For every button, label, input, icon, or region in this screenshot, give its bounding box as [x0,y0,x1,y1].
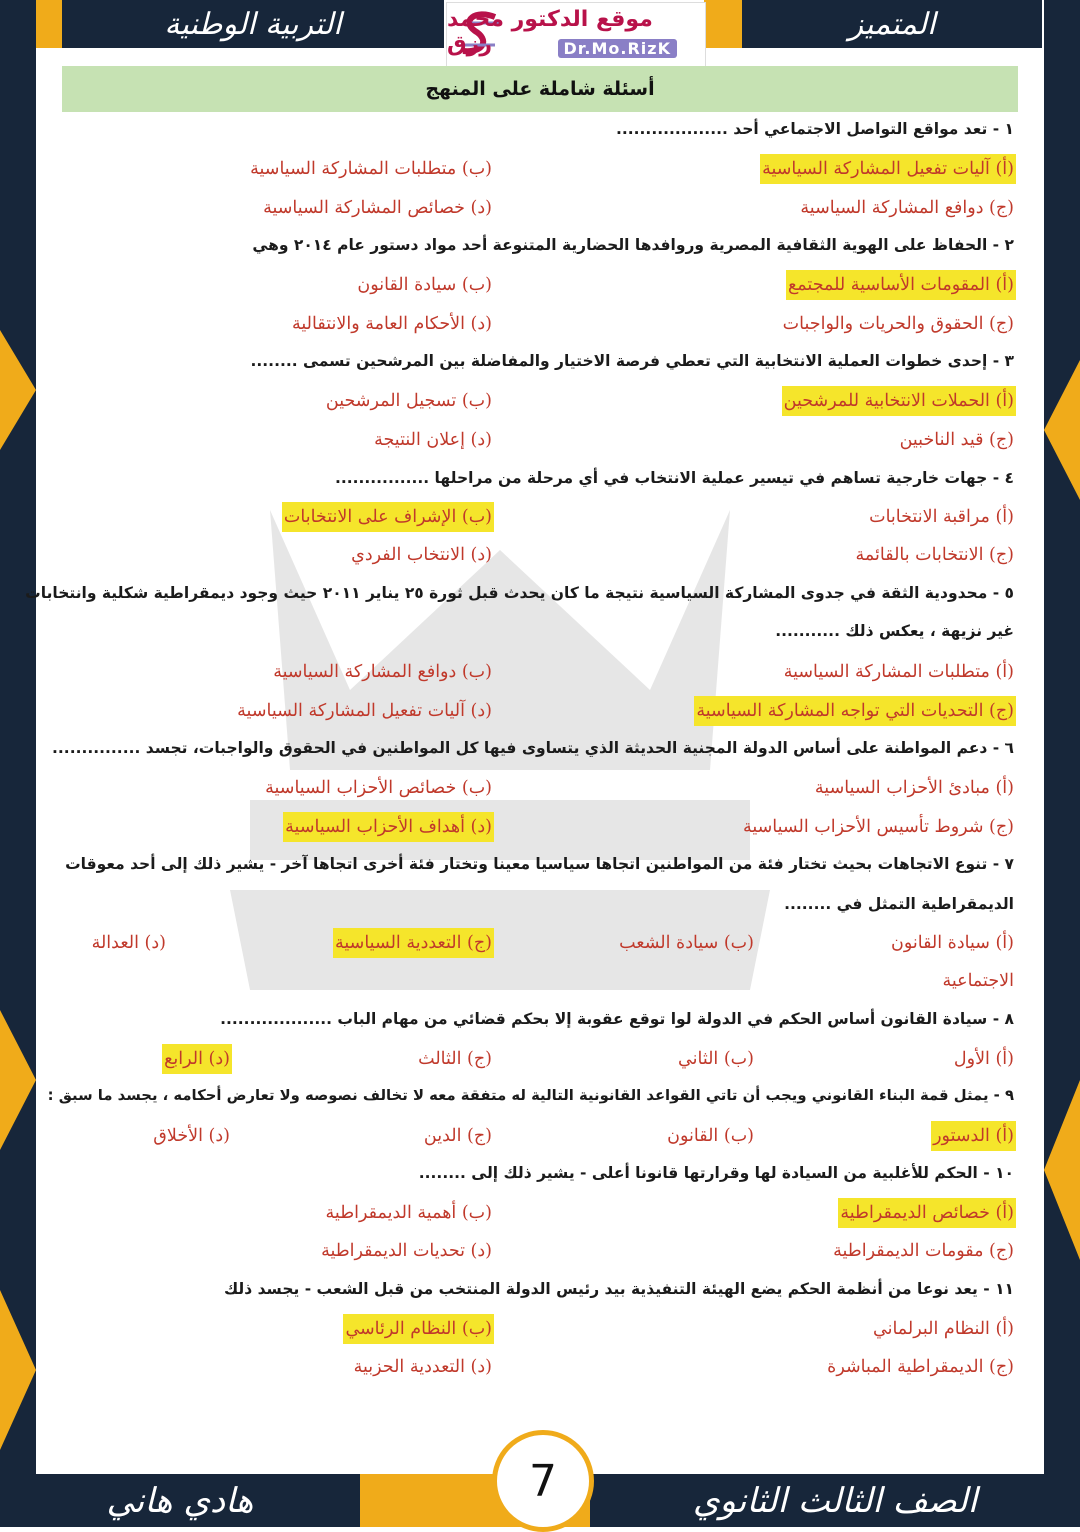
q11-option-c: (ج) الديمقراطية المباشرة [827,1357,1014,1377]
question-6-text: ٦ - دعم المواطنة على أساس الدولة المجنية الحديثة الذي يتساوى فيها كل المواطنين في الحقوق والواجبات، تجسد ............... [52,739,1014,757]
q6-option-b: (ب) خصائص الأحزاب السياسية [265,778,492,798]
question-8-text: ٨ - سيادة القانون أساس الحكم في الدولة لوا توقع عقوبة إلا بحكم قضائي من مهام الباب ................... [220,1010,1014,1028]
subject-banner [62,0,444,48]
question-4-text: ٤ - جهات خارجية تساهم في تيسير عملية الانتخاب في أي مرحلة من مراحلها ................ [334,469,1014,487]
author-banner [0,1474,360,1527]
brand-banner [742,0,1042,48]
q2-option-b: (ب) سيادة القانون [357,275,492,295]
question-9-text: ٩ - يمثل قمة البناء القانوني ويجب أن تاتي القواعد القانونية التالية له متفقة معه لا تخالف نصوصه ولا تعارض أحكامه ، يجسد ما سبق : [47,1087,1014,1104]
subject-title: التربية الوطنية [164,6,342,42]
q10-option-b: (ب) أهمية الديمقراطية [325,1203,492,1223]
q10-option-a: (أ) خصائص الديمقراطية [838,1198,1016,1228]
logo-text: موقع الدكتور محمد رزق [447,7,653,57]
top-gold-accent-left [36,0,62,48]
grade-banner [590,1474,1080,1527]
q1-option-a: (أ) آليات تفعيل المشاركة السياسية [760,154,1016,184]
grade-label: الصف الثالث الثانوي [692,1480,978,1521]
q9-option-c: (ج) الدين [423,1126,492,1146]
q2-option-a: (أ) المقومات الأساسية للمجتمع [786,270,1016,300]
q7-option-d-cont: الاجتماعية [942,971,1014,991]
q1-option-b: (ب) متطلبات المشاركة السياسية [250,159,492,179]
page-number: 7 [529,1455,557,1507]
question-10-text: ١٠ - الحكم للأغلبية من السيادة لها وقرارتها قانونا أعلى - يشير ذلك إلى ........ [418,1164,1014,1182]
q2-option-d: (د) الأحكام العامة والانتقالية [292,314,492,334]
q6-option-a: (أ) مبادئ الأحزاب السياسية [814,778,1014,798]
q8-option-b: (ب) الثاني [678,1049,754,1069]
q3-option-c: (ج) قيد الناخبين [899,430,1014,450]
section-title-band [62,66,1018,112]
q5-option-c: (ج) التحديات التي تواجه المشاركة السياسية [694,696,1016,726]
question-5-text-cont: غير نزيهة ، يعكس ذلك ........... [775,622,1014,640]
q5-option-b: (ب) دوافع المشاركة السياسية [273,662,492,682]
q3-option-d: (د) إعلان النتيجة [374,430,492,450]
question-7-text-cont: الديمقراطية التمثل في ........ [784,895,1014,913]
author-name: هادي هاني [106,1480,254,1521]
q7-option-c: (ج) التعددية السياسية [333,928,494,958]
q8-option-d: (د) الرابع [162,1044,232,1074]
q3-option-a: (أ) الحملات الانتخابية للمرشحين [782,386,1016,416]
q6-option-c: (ج) شروط تأسيس الأحزاب السياسية [742,817,1014,837]
q4-option-b: (ب) الإشراف على الانتخابات [282,502,494,532]
logo-subtext: Dr.Mo.RizK [558,39,677,58]
q3-option-b: (ب) تسجيل المرشحين [325,391,492,411]
q8-option-a: (أ) الأول [953,1049,1014,1069]
question-5-text: ٥ - محدودية الثقة في جدوى المشاركة السياسية نتيجة ما كان يحدث قبل ثورة ٢٥ يناير ٢٠١١ حيث وجود ديمقراطية شكلية وانتخابات [25,584,1014,602]
left-border-stripe [0,0,36,1527]
question-7-text: ٧ - تنوع الاتجاهات بحيث تختار فئة من المواطنين اتجاها سياسيا معينا وتختار فئة أخرى اتجاها آخر - يشير ذلك إلى أحد معوقات [65,855,1014,873]
site-logo [446,2,706,68]
q4-option-d: (د) الانتخاب الفردي [351,545,492,565]
section-title: أسئلة شاملة على المنهج [425,78,655,100]
q8-option-c: (ج) الثالث [418,1049,492,1069]
q10-option-c: (ج) مقومات الديمقراطية [833,1241,1014,1261]
q9-option-a: (أ) الدستور [931,1121,1016,1151]
q2-option-c: (ج) الحقوق والحريات والواجبات [782,314,1014,334]
q5-option-a: (أ) متطلبات المشاركة السياسية [783,662,1014,682]
q4-option-c: (ج) الانتخابات بالقائمة [855,545,1014,565]
q7-option-d: (د) العدالة [91,933,166,953]
question-2-text: ٢ - الحفاظ على الهوية الثقافية المصرية وروافدها الحضارية المتنوعة أحد مواد دستور عام ٢٠١٤ وهي [252,236,1014,254]
q11-option-d: (د) التعددية الحزبية [353,1357,492,1377]
q11-option-b: (ب) النظام الرئاسي [343,1314,494,1344]
q9-option-b: (ب) القانون [667,1126,754,1146]
q6-option-d: (د) أهداف الأحزاب السياسية [283,812,494,842]
question-11-text: ١١ - يعد نوعا من أنظمة الحكم يضع الهيئة التنفيذية بيد رئيس الدولة المنتخب من قبل الشعب - يجسد ذلك [224,1280,1014,1298]
q7-option-a: (أ) سيادة القانون [890,933,1014,953]
top-gold-accent-right [704,0,742,48]
question-1-text: ١ - تعد مواقع التواصل الاجتماعي أحد ................... [615,120,1014,138]
q5-option-d: (د) آليات تفعيل المشاركة السياسية [237,701,492,721]
q10-option-d: (د) تحديات الديمقراطية [321,1241,492,1261]
q7-option-b: (ب) سيادة الشعب [619,933,754,953]
q4-option-a: (أ) مراقبة الانتخابات [869,507,1014,527]
q9-option-d: (د) الأخلاق [153,1126,230,1146]
page-number-badge [492,1430,594,1532]
question-3-text: ٣ - إحدى خطوات العملية الانتخابية التي تعطي فرصة الاختيار والمفاضلة بين المرشحين تسمى ........ [250,352,1014,370]
right-border-stripe [1044,0,1080,1527]
q1-option-d: (د) خصائص المشاركة السياسية [263,198,492,218]
q11-option-a: (أ) النظام البرلماني [872,1319,1014,1339]
q1-option-c: (ج) دوافع المشاركة السياسية [800,198,1014,218]
brand-title: المتميز [848,6,936,42]
